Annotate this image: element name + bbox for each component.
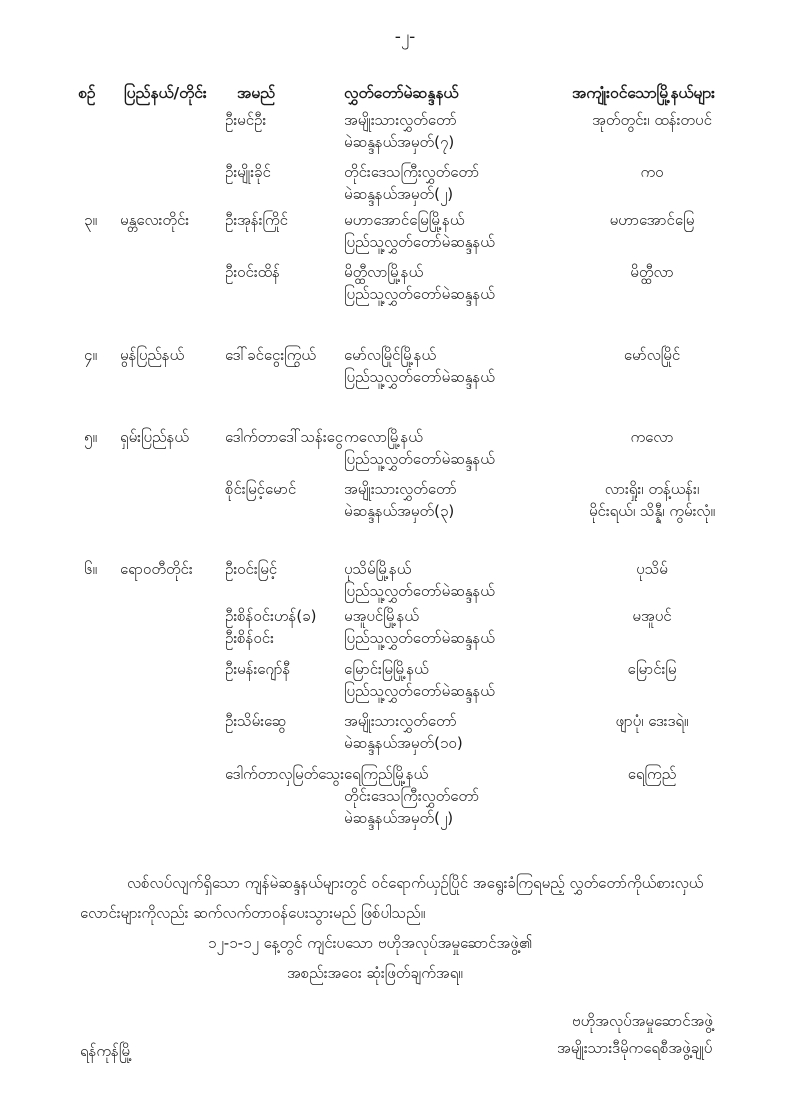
header-constituency: လွှတ်တော်မဲဆန္ဒနယ် — [344, 84, 459, 102]
candidate-name: ဒေါက်တာဒေါ်သန်းငွေ — [225, 428, 344, 446]
constituency-text: မဲဆန္ဒနယ်အမှတ်(၁၀) — [344, 734, 463, 752]
constituency-text: တိုင်းဒေသကြီးလွှတ်တော် — [344, 163, 480, 181]
township-text: မြောင်းမြ — [627, 660, 677, 678]
paragraph-line: လစ်လပ်လျက်ရှိသော ကျန်မဲဆန္ဒနယ်များတွင် ဝင်ရောက်ယှဉ်ပြိုင် အရွေးခံကြရမည့် လွှတ်တော်ကိုယ်စားလှယ် — [127, 874, 704, 892]
constituency-text: ပြည်သူ့လွှတ်တော်မဲဆန္ဒနယ် — [344, 682, 495, 700]
township-text: ဖျာပုံ၊ ဒေးဒရဲ။ — [615, 712, 689, 730]
candidate-name: ဦးမင်ဦး — [225, 111, 267, 129]
constituency-text: ပြည်သူ့လွှတ်တော်မဲဆန္ဒနယ် — [344, 629, 495, 647]
constituency-text: မဲဆန္ဒနယ်အမှတ်(၂) — [344, 185, 454, 203]
candidate-name: ဦးအုန်းကြိုင် — [225, 211, 288, 229]
constituency-text: ပုသိမ်မြို့နယ် — [344, 560, 412, 578]
row-number: ၆။ — [84, 560, 97, 578]
candidate-name: ဒေါ်ခင်ငွေးကြွယ် — [225, 346, 316, 364]
region-name: ရှမ်းပြည်နယ် — [120, 428, 189, 446]
constituency-text: မဲဆန္ဒနယ်အမှတ်(၂) — [344, 809, 454, 827]
header-townships: အကျုံးဝင်သောမြို့နယ်များ — [572, 84, 716, 102]
candidate-name: ဦးသိမ်းဆွေ — [225, 712, 287, 730]
region-name: ရောဝတီတိုင်း — [120, 560, 193, 578]
constituency-text: ပြည်သူ့လွှတ်တော်မဲဆန္ဒနယ် — [344, 233, 495, 251]
constituency-text: ကလောမြို့နယ် — [344, 428, 423, 446]
constituency-text: ပြည်သူ့လွှတ်တော်မဲဆန္ဒနယ် — [344, 368, 495, 386]
constituency-text: ပြည်သူ့လွှတ်တော်မဲဆန္ဒနယ် — [344, 285, 495, 303]
township-text: မဟာအောင်မြေ — [609, 211, 695, 229]
constituency-text: ပြည်သူ့လွှတ်တော်မဲဆန္ဒနယ် — [344, 450, 495, 468]
candidate-name: ဦးမန်းဂျော်နီ — [225, 660, 291, 678]
paragraph-line: လောင်းများကိုလည်း ဆက်လက်တာဝန်ပေးသွားမည် ဖြစ်ပါသည်။ — [80, 904, 426, 922]
township-text: မိုင်းရယ်၊ သိန္နီ၊ ကွမ်းလုံ။ — [588, 502, 716, 520]
township-text: ကဝ — [640, 163, 664, 181]
constituency-text: အမျိုးသားလွှတ်တော် — [344, 712, 457, 730]
paragraph-line: ၁၂-၁-၁၂ နေ့တွင် ကျင်းပသော ဗဟိုအလုပ်အမှုဆောင်အဖွဲ့၏ — [208, 934, 533, 952]
constituency-text: အမျိုးသားလွှတ်တော် — [344, 111, 457, 129]
row-number: ၄။ — [84, 346, 97, 364]
constituency-text: မဲဆန္ဒနယ်အမှတ်(၃) — [344, 502, 455, 520]
candidate-name: ဦးဝင်းမြင့် — [225, 560, 278, 578]
constituency-text: မိတ္ထီလာမြို့နယ် — [344, 263, 424, 281]
constituency-text: မဟာအောင်မြေမြို့နယ် — [344, 211, 465, 229]
township-text: မအူပင် — [632, 607, 672, 625]
row-number: ၃။ — [84, 211, 97, 229]
region-name: မန္တလေးတိုင်း — [120, 211, 190, 229]
candidate-name: ဦးဝင်းထိန် — [225, 263, 280, 281]
header-no: စဉ် — [78, 84, 96, 102]
township-text: မိတ္ထီလာ — [630, 263, 674, 281]
header-region: ပြည်နယ်/တိုင်း — [124, 84, 207, 102]
constituency-text: ရေကြည်မြို့နယ် — [344, 765, 429, 783]
signature-line: အမျိုးသားဒီမိုကရေစီအဖွဲ့ချုပ် — [557, 1039, 713, 1057]
township-text: ပုသိမ် — [636, 560, 668, 578]
region-name: မွန်ပြည်နယ် — [120, 346, 185, 364]
place-name: ရန်ကုန်မြို့ — [80, 1042, 133, 1060]
candidate-name: ဦးစိန်ဝင်း — [225, 629, 274, 647]
township-text: အုတ်တွင်း၊ ထန်းတပင် — [592, 111, 712, 129]
township-text: မော်လမြိုင် — [623, 346, 681, 364]
constituency-text: မော်လမြိုင်မြို့နယ် — [344, 346, 437, 364]
signature-line: ဗဟိုအလုပ်အမှုဆောင်အဖွဲ့ — [572, 1012, 713, 1030]
paragraph-line: အစည်းအဝေး ဆုံးဖြတ်ချက်အရ။ — [287, 964, 463, 982]
candidate-name: စိုင်းမြင့်မောင် — [225, 480, 297, 498]
constituency-text: တိုင်းဒေသကြီးလွှတ်တော် — [344, 787, 480, 805]
candidate-name: ဦးစိန်ဝင်းဟန်(ခ) — [225, 607, 317, 625]
township-text: လားရှိုး၊ တန့်ယန်း၊ — [604, 480, 700, 498]
township-text: ရေကြည် — [627, 765, 677, 783]
page-number: -၂- — [394, 27, 416, 47]
constituency-text: မြောင်းမြမြို့နယ် — [344, 660, 429, 678]
constituency-text: မအူပင်မြို့နယ် — [344, 607, 419, 625]
candidate-name: ဦးမျိုးခိုင် — [225, 163, 271, 181]
township-text: ကလော — [630, 428, 674, 446]
header-name: အမည် — [237, 84, 276, 102]
constituency-text: မဲဆန္ဒနယ်အမှတ်(၇) — [344, 133, 455, 151]
row-number: ၅။ — [84, 428, 97, 446]
candidate-name: ဒေါက်တာလှမြတ်သွေး — [225, 765, 345, 783]
constituency-text: ပြည်သူ့လွှတ်တော်မဲဆန္ဒနယ် — [344, 582, 495, 600]
constituency-text: အမျိုးသားလွှတ်တော် — [344, 480, 457, 498]
